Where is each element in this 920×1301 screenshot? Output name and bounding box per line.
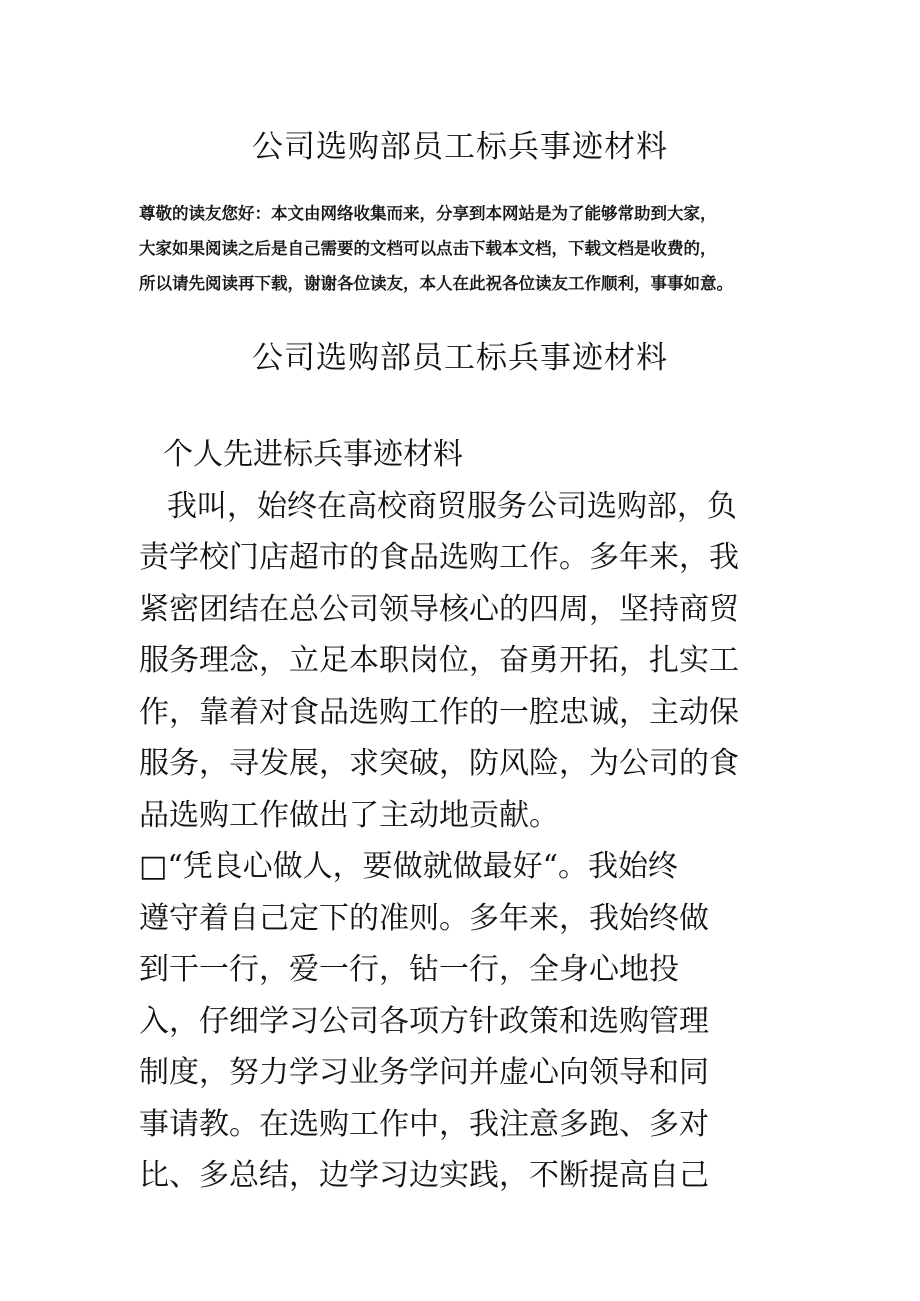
body-line: 责学校门店超市的食品选购工作。多年来，我 [139,540,739,575]
body-line: 制度，努力学习业务学问并虚心向领导和同 [139,1055,709,1090]
body-line: 事请教。在选购工作中，我注意多跑、多对 [139,1106,709,1142]
body-line: 到干一行，爱一行，钻一行，全身心地投 [139,952,679,987]
reader-notice [139,196,799,301]
body-line: 品选购工作做出了主动地贡献。 [139,797,559,833]
body-line: 作，靠着对食品选购工作的一腔忠诚，主动保 [139,694,739,730]
body-line: 紧密团结在总公司领导核心的四周，坚持商贸 [139,591,739,627]
document-title: 公司选购部员工标兵事迹材料 [252,129,668,165]
notice-line: 尊敬的读友您好：本文由网络收集而来，分享到本网站是为了能够常助到大家， [139,204,717,223]
body-line: 入，仔细学习公司各项方针政策和选购管理 [139,1003,709,1039]
body-line: 服务，寻发展，求突破，防风险，为公司的食 [139,746,739,781]
body-line: 我叫，始终在高校商贸服务公司选购部，负 [167,488,737,524]
notice-line: 大家如果阅读之后是自己需要的文档可以点击下载本文档，下载文档是收费的， [139,239,717,258]
document-subtitle: 公司选购部员工标兵事迹材料 [252,340,668,376]
body-line: 遵守着自己定下的准则。多年来，我始终做 [139,900,709,936]
body-line: 比、多总结，边学习边实践，不断提高自己 [139,1158,709,1193]
notice-line: 所以请先阅读再下载，谢谢各位读友，本人在此祝各位读友工作顺利，事事如意。 [139,274,733,293]
document-body [139,429,799,1202]
body-line: 服务理念，立足本职岗位，奋勇开拓，扎实工 [139,643,739,678]
body-line: □“凭良心做人，要做就做最好“。我始终 [139,849,679,884]
section-heading: 个人先进标兵事迹材料 [163,437,463,472]
